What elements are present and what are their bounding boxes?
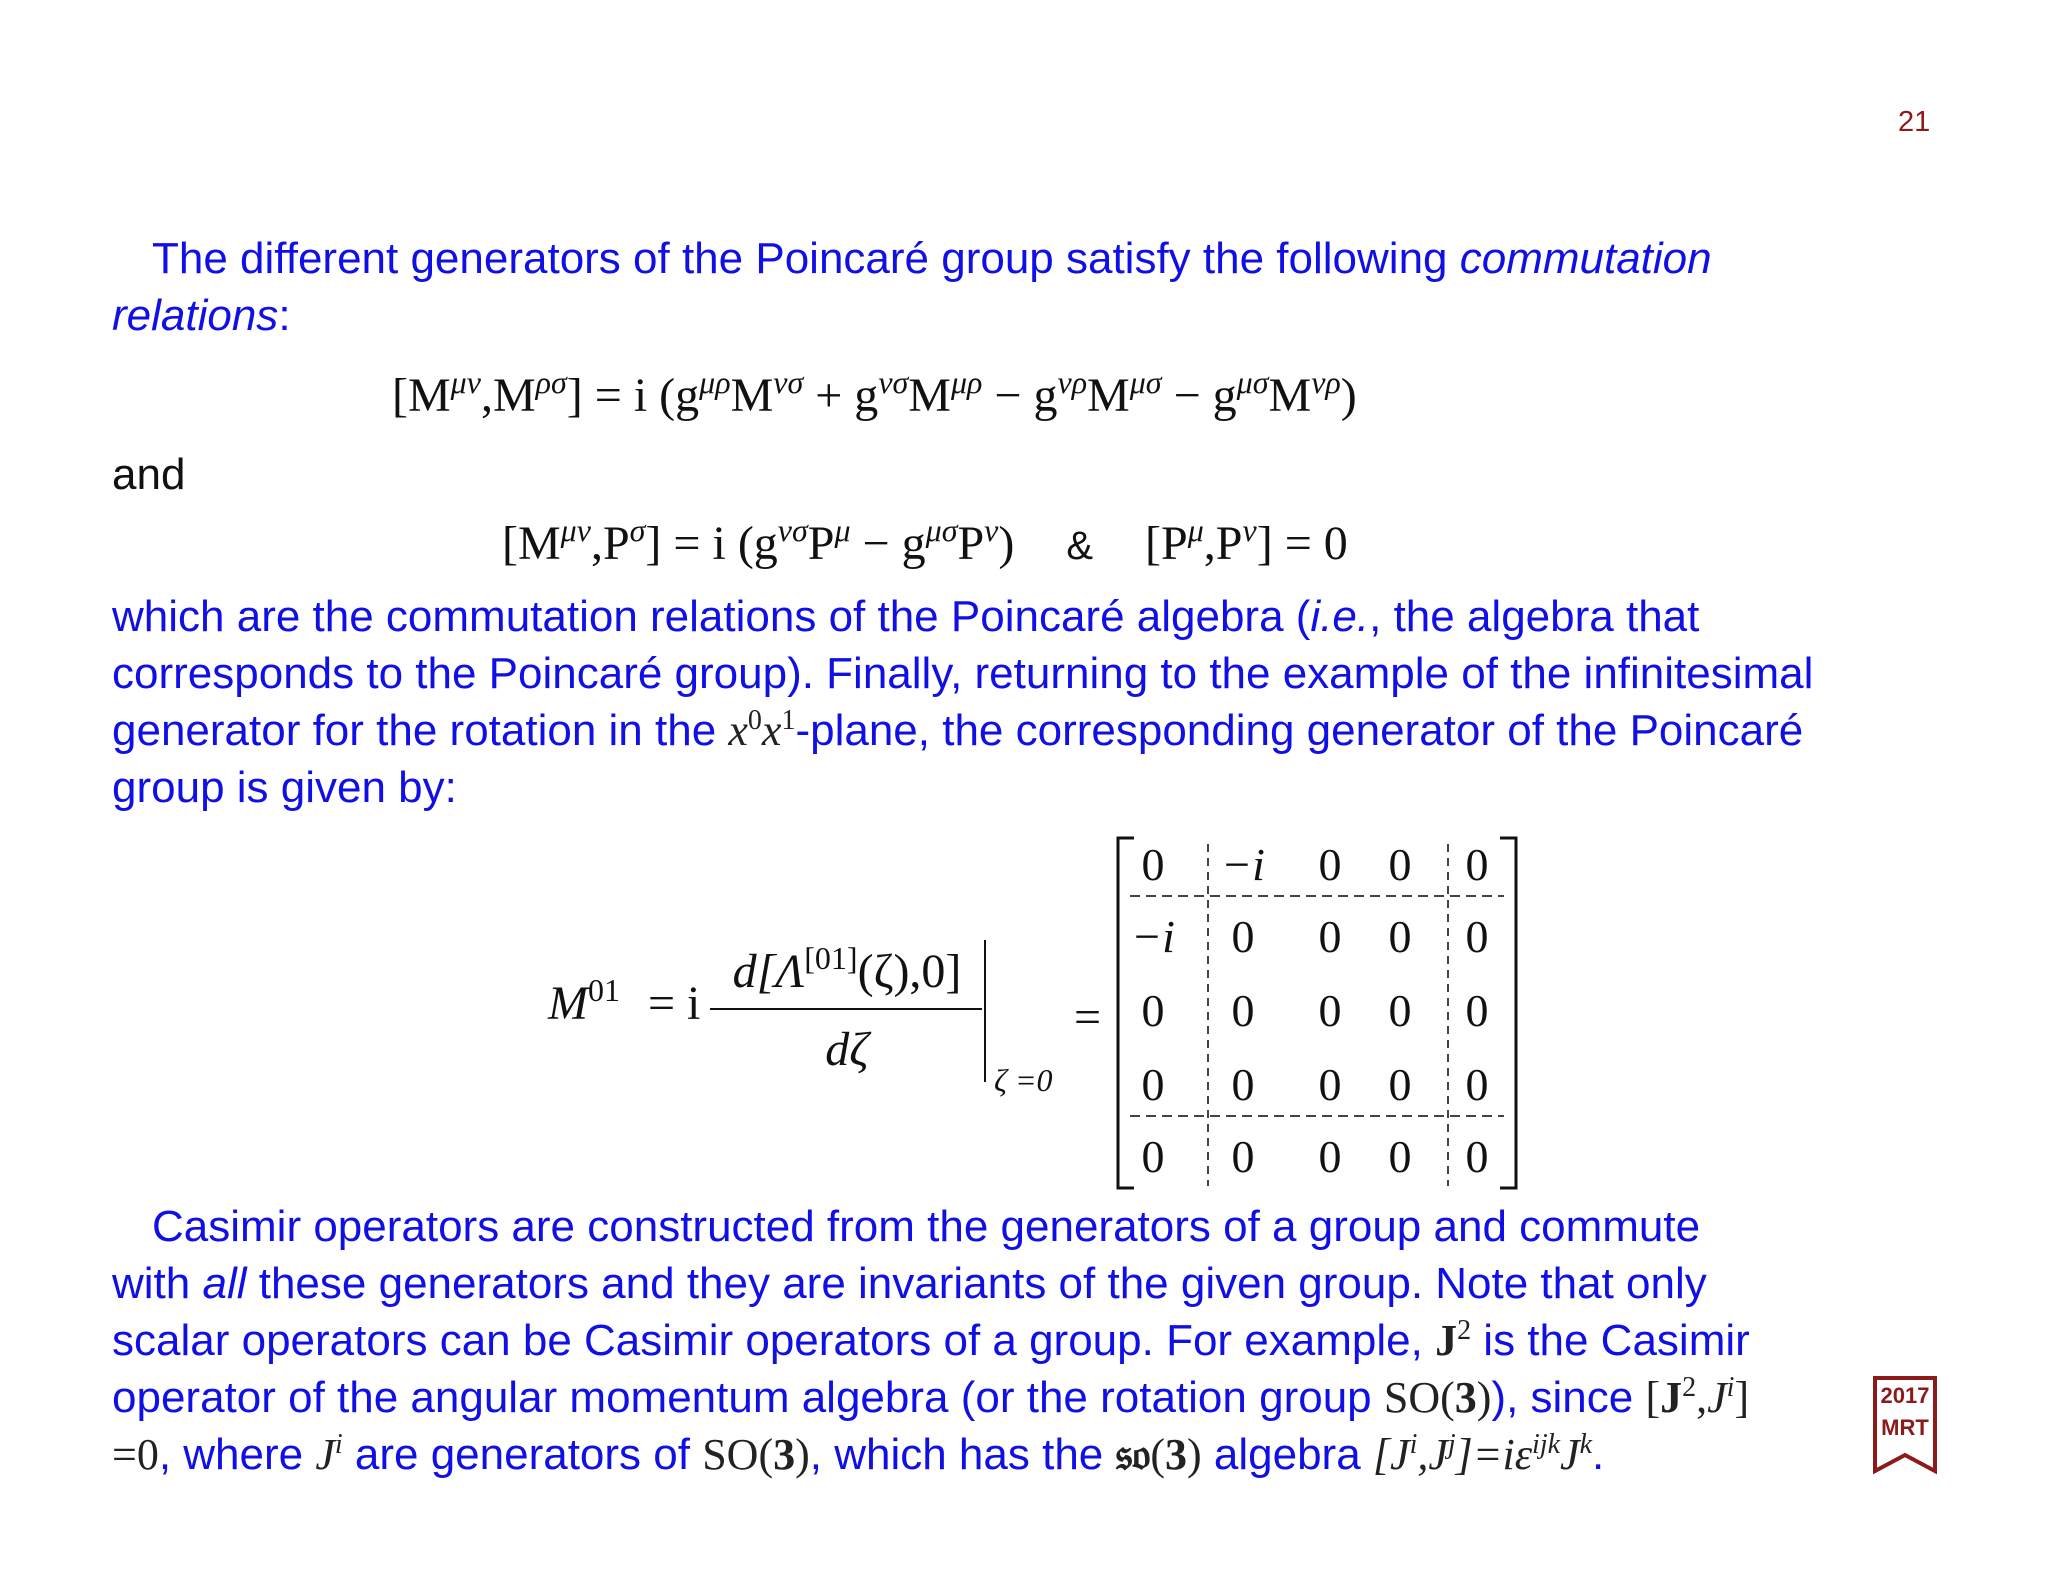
j-sup: 2 <box>1457 1315 1472 1346</box>
eq3-eq: = i <box>647 977 701 1030</box>
ampersand: & <box>1066 524 1094 568</box>
eq2-term: P <box>957 517 985 570</box>
matrix-cell: 0 <box>1231 1131 1255 1182</box>
eq1-term: M <box>1087 369 1130 422</box>
eq2-rhs-close: ] = 0 <box>1256 517 1348 570</box>
matrix-cell: 0 <box>1231 911 1255 962</box>
para3-text: are generators of <box>342 1430 703 1479</box>
eq1-sup: μσ <box>1129 364 1162 400</box>
comm-sup: i <box>1409 1429 1418 1460</box>
num-rest: (ζ),0] <box>857 945 962 998</box>
para2-text: generator for the rotation in the <box>112 706 729 755</box>
para2-text: , the algebra that <box>1369 592 1700 641</box>
matrix-cell: 0 <box>1388 1131 1412 1182</box>
eq1-close: ) <box>1340 369 1357 422</box>
commutator-mm-equation <box>392 364 1357 423</box>
matrix-cell: 0 <box>1388 911 1412 962</box>
eq1-term: − g <box>1161 369 1237 422</box>
fraction-bar <box>710 1008 982 1010</box>
matrix-cell: 0 <box>1141 1059 1165 1110</box>
so-three: 3 <box>1454 1373 1477 1422</box>
matrix-cell: 0 <box>1231 1059 1255 1110</box>
matrix-cell: 0 <box>1388 985 1412 1036</box>
comm-part: ,J <box>1417 1430 1448 1479</box>
comm-bracket: ] <box>1734 1373 1750 1422</box>
j-italic: J <box>1707 1373 1727 1422</box>
equals-zero: =0 <box>112 1430 159 1479</box>
para3-text: , which has the <box>809 1430 1116 1479</box>
eq2-sup: ν <box>984 512 999 548</box>
eq2-sup: μ <box>1187 512 1204 548</box>
eq2-term: P <box>807 517 835 570</box>
comm-bracket: [ <box>1645 1373 1661 1422</box>
para2-line4: group is given by: <box>112 763 457 812</box>
eq1-sup: μν <box>450 364 481 400</box>
eq1-sup: νσ <box>878 364 909 400</box>
x1-var: x <box>761 706 782 755</box>
matrix-cell: 0 <box>1465 839 1489 890</box>
matrix-cell: −i <box>1221 839 1265 890</box>
eq1-term: M <box>908 369 951 422</box>
j-bold: J <box>1435 1316 1458 1365</box>
and-word: and <box>112 450 186 499</box>
eq1-term: M <box>730 369 774 422</box>
para3-text: operator of the angular momentum algebra (or the rotation group <box>112 1373 1384 1422</box>
x1-sup: 1 <box>781 705 796 736</box>
para3-text: algebra <box>1201 1430 1373 1479</box>
x0-var: x <box>728 706 748 755</box>
eq1-sup: νρ <box>1057 364 1088 400</box>
eq2-sup: ν <box>1242 512 1257 548</box>
para3-text: is the Casimir <box>1471 1316 1750 1365</box>
eq2-rhs: [P <box>1145 517 1188 570</box>
matrix-cell: 0 <box>1318 1059 1342 1110</box>
so-group: SO( <box>1383 1373 1455 1422</box>
so3-three: 3 <box>1165 1430 1188 1479</box>
so3-open: ( <box>1150 1430 1166 1479</box>
j-bold: J <box>1660 1373 1683 1422</box>
matrix-cell: 0 <box>1465 985 1489 1036</box>
matrix-cell: 0 <box>1318 839 1342 890</box>
eq1-sup: μρ <box>950 364 983 400</box>
comm-sup: j <box>1447 1429 1456 1460</box>
eq3-lhs-group <box>548 972 701 1031</box>
casimir-paragraph <box>112 1198 1932 1483</box>
eq1-sup: νσ <box>773 364 804 400</box>
eq2-comma: ,P <box>590 517 630 570</box>
para2-text: -plane, the corresponding generator of the Poincaré <box>795 706 1804 755</box>
i-sup: i <box>334 1429 343 1460</box>
eq1-term: + g <box>803 369 879 422</box>
comm-part: ]=iε <box>1455 1430 1533 1479</box>
j-sup: 2 <box>1682 1372 1697 1403</box>
so3-close: ) <box>1187 1430 1202 1479</box>
matrix-cell: 0 <box>1318 1131 1342 1182</box>
para2-emphasis: i.e. <box>1310 592 1370 641</box>
eq1-comma: ,M <box>480 369 536 422</box>
page-number: 21 <box>1898 106 1931 138</box>
num-sup: [01] <box>804 940 858 976</box>
so-three: 3 <box>773 1430 796 1479</box>
x0-sup: 0 <box>747 705 762 736</box>
j-italic: J <box>315 1430 335 1479</box>
eq3-eval: ζ =0 <box>994 1062 1053 1098</box>
eq1-sup: μσ <box>1236 364 1269 400</box>
intro-colon: : <box>278 291 291 340</box>
eq1-term: M <box>1268 369 1312 422</box>
matrix-cell: 0 <box>1231 985 1255 1036</box>
evaluation-bar <box>984 940 986 1082</box>
so3-algebra: 𝔰𝔬 <box>1115 1430 1151 1479</box>
para3-text: scalar operators can be Casimir operators of a group. For example, <box>112 1316 1436 1365</box>
para2-line2: corresponds to the Poincaré group). Finally, returning to the example of the infinitesimal <box>112 649 1814 698</box>
eq3-sup: 01 <box>587 972 620 1008</box>
so-close: ) <box>1476 1373 1492 1422</box>
para2-text: which are the commutation relations of the Poincaré algebra ( <box>112 592 1311 641</box>
matrix-cell: −i <box>1131 911 1175 962</box>
intro-paragraph <box>112 230 1932 344</box>
matrix-cell: 0 <box>1388 839 1412 890</box>
comm-sup: ijk <box>1532 1429 1561 1460</box>
i-sup: i <box>1726 1372 1735 1403</box>
para3-text: with <box>112 1259 203 1308</box>
eq2-term: − g <box>850 517 926 570</box>
intro-text: The different generators of the Poincaré group satisfy the following <box>152 234 1460 283</box>
para3-text: ), since <box>1491 1373 1646 1422</box>
eq1-lhs: [M <box>392 369 451 422</box>
eq3-numerator <box>712 940 982 999</box>
eq2-comma: ,P <box>1203 517 1243 570</box>
badge-year: 2017 <box>1880 1383 1930 1408</box>
para3-text: , where <box>158 1430 316 1479</box>
denom: dζ <box>825 1023 869 1076</box>
eq1-sup: νρ <box>1311 364 1341 400</box>
so-close: ) <box>795 1430 810 1479</box>
para3-period: . <box>1592 1430 1605 1479</box>
algebra-paragraph <box>112 588 1932 816</box>
and-text <box>112 446 1932 503</box>
commutator-mp-equation <box>502 512 1348 571</box>
eq3-denominator <box>712 1022 982 1077</box>
eq2-sup: μ <box>834 512 851 548</box>
eq1-sup: μρ <box>699 364 731 400</box>
para3-line1: Casimir operators are constructed from the generators of a group and commute <box>152 1202 1701 1251</box>
intro-emphasis: commutation <box>1459 234 1712 283</box>
comm-part: [J <box>1372 1430 1410 1479</box>
matrix-cell: 0 <box>1318 985 1342 1036</box>
matrix-cell: 0 <box>1465 1059 1489 1110</box>
eq1-term: − g <box>982 369 1058 422</box>
comm-comma: , <box>1696 1373 1708 1422</box>
matrix-cell: 0 <box>1388 1059 1412 1110</box>
num-part: d[Λ <box>732 945 805 998</box>
eq3-equals: = <box>1074 991 1102 1044</box>
matrix-cell: 0 <box>1141 839 1165 890</box>
eq2-sup: νσ <box>777 512 808 548</box>
eq2-lhs: [M <box>502 517 561 570</box>
so-group: SO( <box>702 1430 774 1479</box>
matrix-cell: 0 <box>1141 1131 1165 1182</box>
eq2-sup: μν <box>560 512 591 548</box>
eq2-sup: μσ <box>925 512 958 548</box>
eq2-eq: ] = i (g <box>645 517 778 570</box>
matrix-cell: 0 <box>1465 1131 1489 1182</box>
mrt-badge-icon <box>1872 1375 1938 1480</box>
matrix-cell: 0 <box>1465 911 1489 962</box>
badge-initials: MRT <box>1881 1415 1929 1440</box>
matrix-cell: 0 <box>1318 911 1342 962</box>
comm-sup: k <box>1579 1429 1593 1460</box>
eq2-sup: σ <box>629 512 646 548</box>
eq2-close: ) <box>998 517 1015 570</box>
eq3-lhs: M <box>548 977 588 1030</box>
matrix-cell: 0 <box>1141 985 1165 1036</box>
eq1-sup: ρσ <box>535 364 567 400</box>
intro-emphasis-2: relations <box>112 291 279 340</box>
comm-part: J <box>1560 1430 1580 1479</box>
para3-emphasis: all <box>202 1259 247 1308</box>
para3-text: these generators and they are invariants of the given group. Note that only <box>246 1259 1707 1308</box>
eq1-eq: ] = i (g <box>566 369 700 422</box>
